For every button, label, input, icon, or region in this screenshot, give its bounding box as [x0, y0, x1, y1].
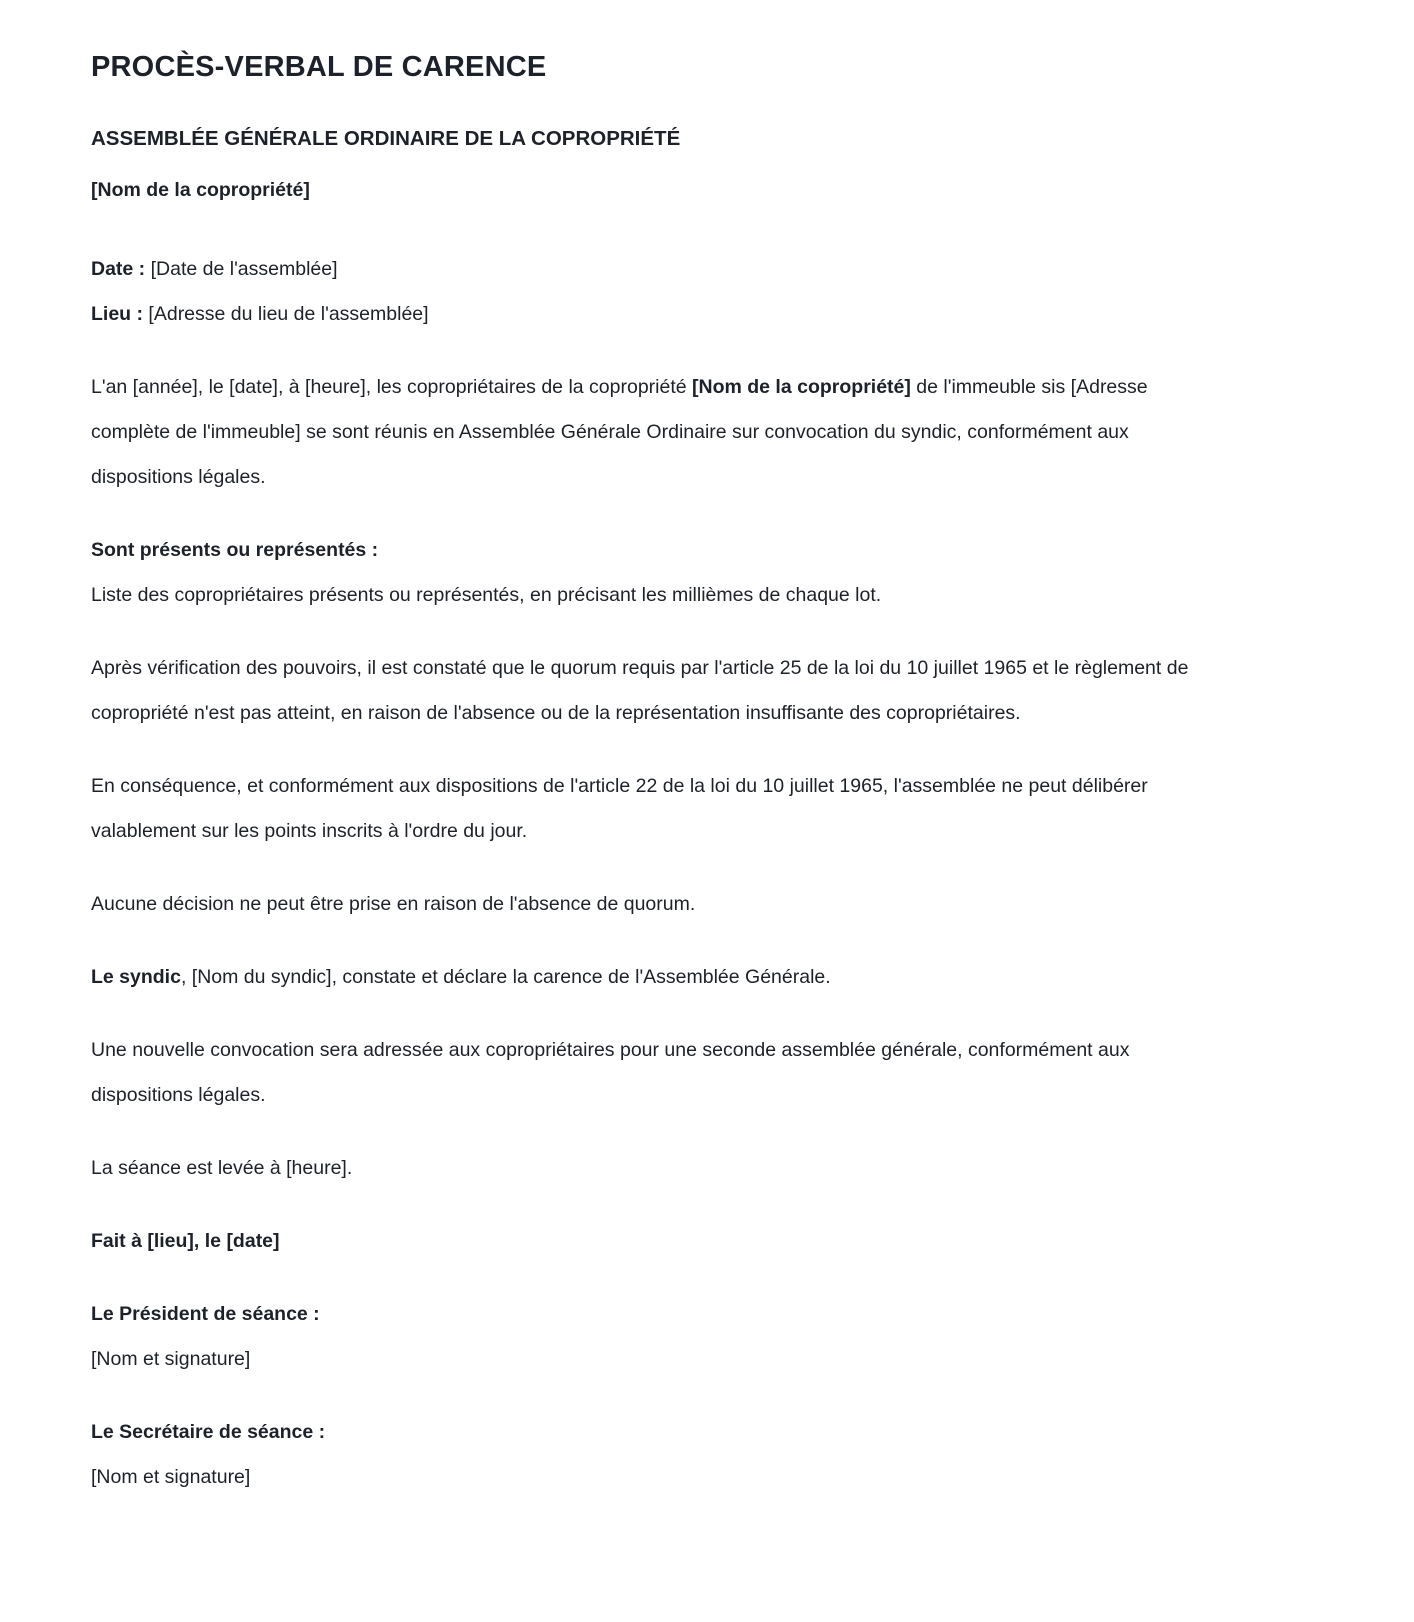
present-text-line: Liste des copropriétaires présents ou représentés, en précisant les millièmes de chaque lot. — [91, 584, 882, 606]
secretary-signature-placeholder: [Nom et signature] — [91, 1466, 251, 1488]
new-convocation-paragraph: Une nouvelle convocation sera adressée aux copropriétaires pour une seconde assemblée générale, conformément aux dispositions légales. — [91, 1039, 1130, 1106]
date-label: Date : — [91, 258, 146, 280]
syndic-paragraph — [91, 955, 1196, 1000]
location-value: [Adresse du lieu de l'assemblée] — [148, 303, 429, 325]
president-label: Le Président de séance : — [91, 1303, 320, 1325]
president-signature-block — [91, 1292, 1196, 1382]
date-line — [91, 247, 1196, 292]
president-signature-placeholder: [Nom et signature] — [91, 1348, 251, 1370]
secretary-label: Le Secrétaire de séance : — [91, 1421, 326, 1443]
meta-block — [91, 247, 1196, 337]
closing-paragraph: La séance est levée à [heure]. — [91, 1157, 353, 1179]
document-subtitle: ASSEMBLÉE GÉNÉRALE ORDINAIRE DE LA COPROPRIÉTÉ — [91, 127, 681, 150]
present-heading: Sont présents ou représentés : — [91, 539, 379, 561]
present-heading-line — [91, 528, 1196, 573]
syndic-rest: , [Nom du syndic], constate et déclare la carence de l'Assemblée Générale. — [180, 966, 831, 988]
intro-part2: de l'immeuble sis [Adresse complète de l'immeuble] se sont réunis en Assemblée Générale Ordinaire sur convocation du syndic, conformément aux dispositions légales. — [91, 376, 1148, 488]
present-block — [91, 528, 1196, 618]
location-line — [91, 292, 1196, 337]
consequence-paragraph: En conséquence, et conformément aux dispositions de l'article 22 de la loi du 10 juillet 1965, l'assemblée ne peut délibérer valablement sur les points inscrits à l'ordre du jour. — [91, 775, 1148, 842]
property-name-placeholder: [Nom de la copropriété] — [91, 179, 310, 201]
syndic-label-bold: Le syndic — [91, 966, 181, 988]
document-title: PROCÈS-VERBAL DE CARENCE — [91, 51, 547, 83]
date-value: [Date de l'assemblée] — [150, 258, 338, 280]
intro-property-name-bold: [Nom de la copropriété] — [692, 376, 911, 398]
intro-part1: L'an [année], le [date], à [heure], les copropriétaires de la copropriété — [91, 376, 693, 398]
quorum-paragraph: Après vérification des pouvoirs, il est constaté que le quorum requis par l'article 25 de la loi du 10 juillet 1965 et le règlement de copropriété n'est pas atteint, en raison de l'absence ou de la représentation insuffisante des copropriétaires. — [91, 657, 1189, 724]
done-at-line: Fait à [lieu], le [date] — [91, 1230, 280, 1252]
location-label: Lieu : — [91, 303, 143, 325]
no-decision-paragraph: Aucune décision ne peut être prise en raison de l'absence de quorum. — [91, 893, 696, 915]
intro-paragraph — [91, 365, 1196, 500]
secretary-signature-block — [91, 1410, 1196, 1500]
